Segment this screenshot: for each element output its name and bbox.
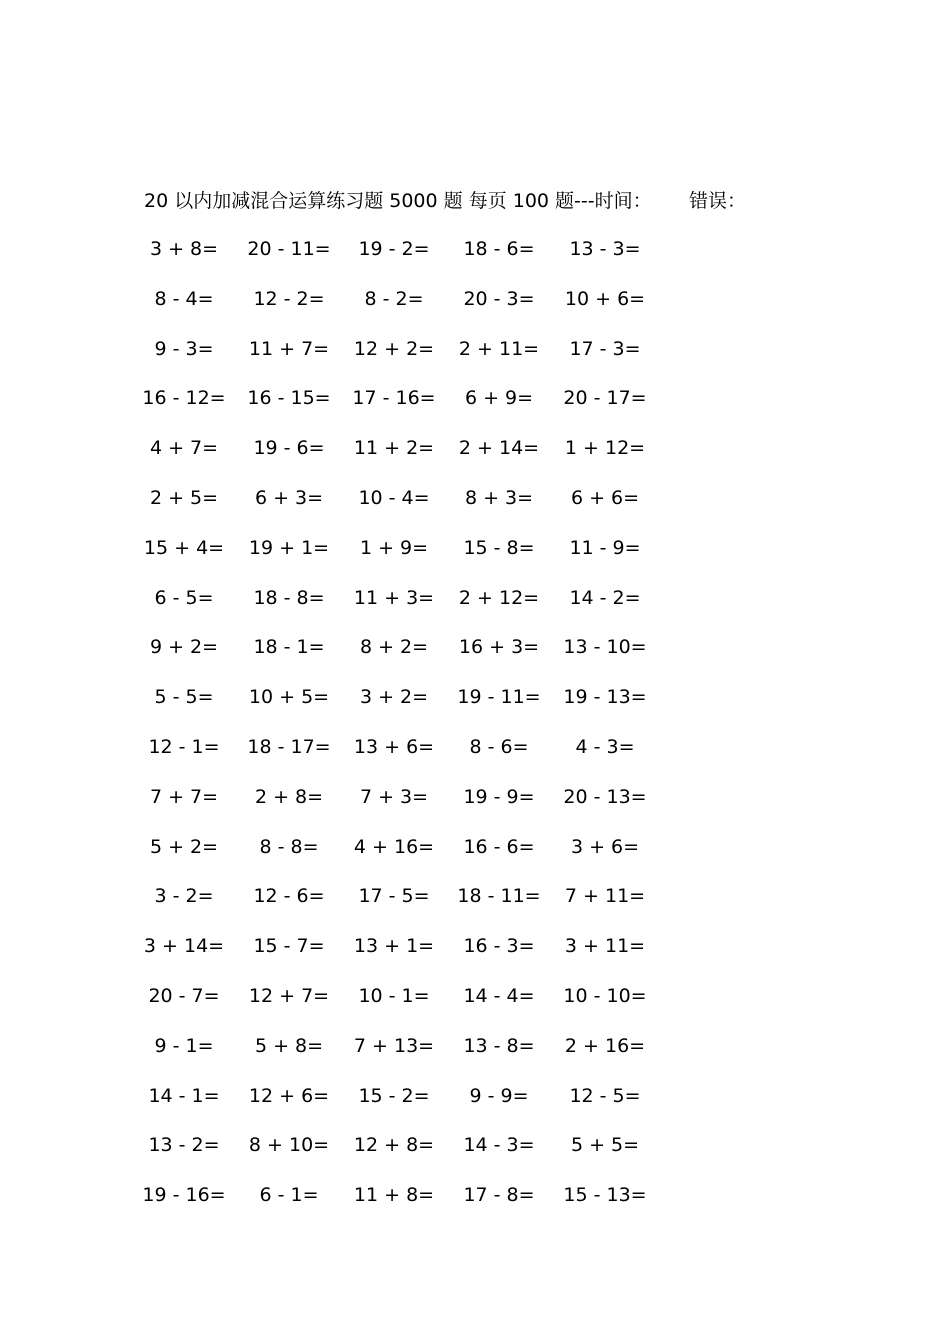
math-problem: 6 + 9= [464,387,534,410]
math-problem: 2 + 11= [458,337,540,360]
math-problem: 9 - 3= [154,337,214,360]
math-problem: 17 - 3= [569,337,641,360]
math-problem: 8 + 3= [464,486,534,509]
math-problem: 18 - 17= [247,735,331,758]
problem-row [144,284,684,334]
problem-row [144,981,684,1031]
math-problem: 13 + 1= [353,935,435,958]
math-problem: 2 + 14= [458,437,540,460]
math-problem: 16 - 6= [463,835,535,858]
math-problem: 10 - 1= [358,984,430,1007]
problem-row [144,682,684,732]
math-problem: 4 + 7= [149,437,219,460]
math-problem: 6 - 5= [154,586,214,609]
math-problem: 5 + 8= [254,1034,324,1057]
worksheet-title: 20 以内加减混合运算练习题 5000 题 每页 100 题---时间： [144,190,652,212]
math-problem: 12 - 5= [569,1084,641,1107]
math-problem: 6 + 3= [254,486,324,509]
math-problem: 15 - 8= [463,536,535,559]
math-problem: 10 + 6= [564,287,646,310]
math-problem: 9 + 2= [149,636,219,659]
math-problem: 8 + 2= [359,636,429,659]
math-problem: 2 + 12= [458,586,540,609]
math-problem: 6 + 6= [570,486,640,509]
math-problem: 13 - 2= [148,1134,220,1157]
math-problem: 15 - 7= [253,935,325,958]
math-problem: 7 + 7= [149,785,219,808]
math-problem: 20 - 13= [563,785,647,808]
problem-row [144,1081,684,1131]
math-problem: 13 - 8= [463,1034,535,1057]
math-problem: 3 - 2= [154,885,214,908]
math-problem: 10 + 5= [248,686,330,709]
math-problem: 5 + 2= [149,835,219,858]
problem-row [144,383,684,433]
problem-row [144,832,684,882]
problem-row [144,1180,684,1230]
math-problem: 12 + 7= [248,984,330,1007]
math-problem: 2 + 16= [564,1034,646,1057]
math-problem: 13 + 6= [353,735,435,758]
math-problem: 10 - 10= [563,984,647,1007]
math-problem: 2 + 5= [149,486,219,509]
math-problem: 12 + 8= [353,1134,435,1157]
math-problem: 5 - 5= [154,686,214,709]
math-problem: 19 + 1= [248,536,330,559]
problem-row [144,483,684,533]
math-problem: 12 + 6= [248,1084,330,1107]
math-problem: 17 - 5= [358,885,430,908]
math-problem: 2 + 8= [254,785,324,808]
problem-row [144,732,684,782]
math-problem: 12 - 6= [253,885,325,908]
math-problem: 19 - 11= [457,686,541,709]
math-problem: 3 + 2= [359,686,429,709]
math-problem: 8 - 4= [154,287,214,310]
math-problem: 17 - 8= [463,1184,535,1207]
math-problem: 11 + 7= [248,337,330,360]
problem-row [144,1130,684,1180]
math-problem: 18 - 6= [463,238,535,260]
math-problem: 19 - 13= [563,686,647,709]
problem-row [144,881,684,931]
math-problem: 1 + 12= [564,437,646,460]
math-problem: 9 - 1= [154,1034,214,1057]
math-problem: 7 + 3= [359,785,429,808]
problem-row [144,234,684,284]
math-problem: 8 - 8= [259,835,319,858]
math-problem: 20 - 3= [463,287,535,310]
math-problem: 14 - 2= [569,586,641,609]
math-problem: 19 - 2= [358,238,430,260]
math-problem: 7 + 11= [564,885,646,908]
math-problem: 6 - 1= [259,1184,319,1207]
math-problem: 18 - 8= [253,586,325,609]
worksheet-header [144,186,784,216]
math-problem: 14 - 4= [463,984,535,1007]
math-problem: 3 + 14= [143,935,225,958]
problem-grid [144,234,684,1230]
math-problem: 14 - 1= [148,1084,220,1107]
math-problem: 19 - 16= [142,1184,226,1207]
math-problem: 19 - 9= [463,785,535,808]
errors-label: 错误： [689,190,747,212]
math-problem: 3 + 11= [564,935,646,958]
math-problem: 11 + 3= [353,586,435,609]
math-problem: 14 - 3= [463,1134,535,1157]
math-problem: 8 + 10= [248,1134,330,1157]
problem-row [144,1031,684,1081]
math-problem: 18 - 1= [253,636,325,659]
math-problem: 13 - 10= [563,636,647,659]
math-problem: 12 - 2= [253,287,325,310]
math-problem: 8 - 6= [469,735,529,758]
math-problem: 1 + 9= [359,536,429,559]
problem-row [144,533,684,583]
math-problem: 11 - 9= [569,536,641,559]
math-problem: 20 - 7= [148,984,220,1007]
math-problem: 20 - 11= [247,238,331,260]
problem-row [144,334,684,384]
math-problem: 4 + 16= [353,835,435,858]
math-problem: 3 + 6= [570,835,640,858]
math-problem: 17 - 16= [352,387,436,410]
math-problem: 4 - 3= [575,735,635,758]
math-problem: 15 + 4= [143,536,225,559]
math-problem: 15 - 2= [358,1084,430,1107]
problem-row [144,433,684,483]
math-problem: 16 - 3= [463,935,535,958]
math-problem: 13 - 3= [569,238,641,260]
math-problem: 12 - 1= [148,735,220,758]
problem-row [144,583,684,633]
math-problem: 7 + 13= [353,1034,435,1057]
math-problem: 15 - 13= [563,1184,647,1207]
math-problem: 8 - 2= [364,287,424,310]
math-problem: 11 + 8= [353,1184,435,1207]
math-problem: 3 + 8= [149,238,219,260]
math-problem: 9 - 9= [469,1084,529,1107]
math-problem: 10 - 4= [358,486,430,509]
math-problem: 11 + 2= [353,437,435,460]
math-problem: 16 + 3= [458,636,540,659]
math-problem: 19 - 6= [253,437,325,460]
math-problem: 16 - 15= [247,387,331,410]
math-problem: 5 + 5= [570,1134,640,1157]
math-problem: 12 + 2= [353,337,435,360]
math-problem: 18 - 11= [457,885,541,908]
math-problem: 16 - 12= [142,387,226,410]
problem-row [144,931,684,981]
problem-row [144,632,684,682]
problem-row [144,782,684,832]
math-problem: 20 - 17= [563,387,647,410]
